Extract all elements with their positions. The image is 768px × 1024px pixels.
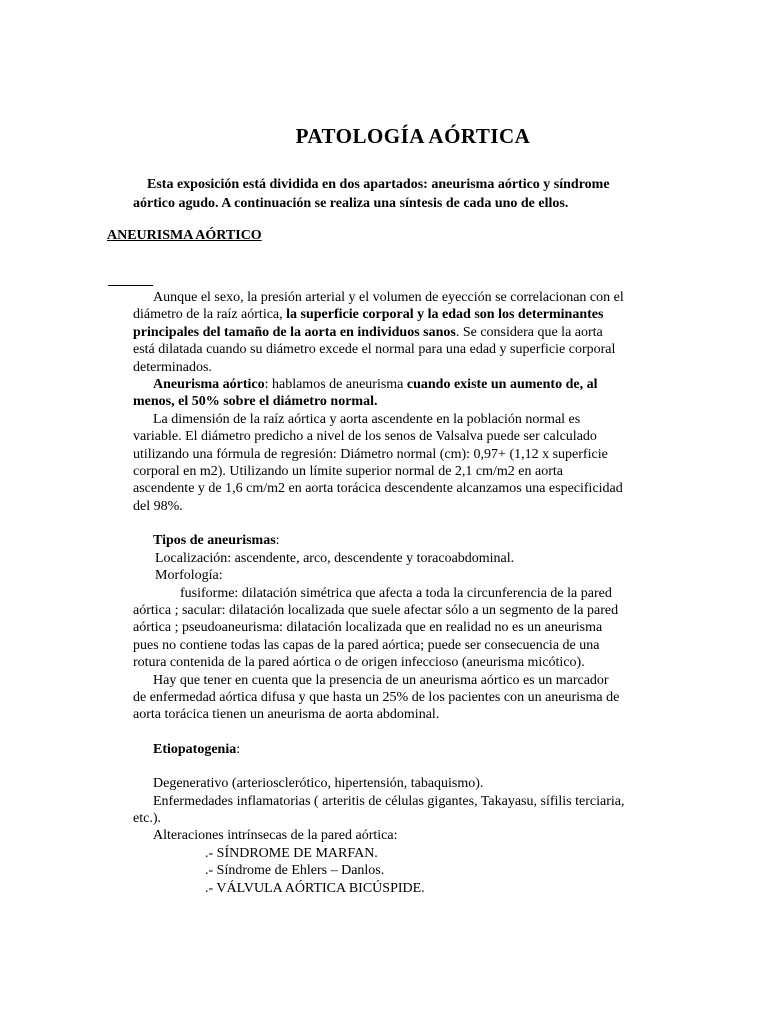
text-line: pues no contiene todas las capas de la pared aórtica; puede ser consecuencia de una: [133, 637, 600, 653]
text-line: La dimensión de la raíz aórtica y aorta ascendente en la población normal es: [153, 411, 581, 427]
text-line: menos, el 50% sobre el diámetro normal.: [133, 394, 378, 410]
list-item: .- VÁLVULA AÓRTICA BICÚSPIDE.: [205, 880, 425, 896]
text-line: utilizando una fórmula de regresión: Diámetro normal (cm): 0,97+ (1,12 x superficie: [133, 446, 608, 462]
text-line: aórtica ; sacular: dilatación localizada que suele afectar sólo a un segmento de la pared: [133, 602, 619, 618]
text-line: Alteraciones intrínsecas de la pared aórtica:: [153, 828, 398, 844]
text-line: principales del tamaño de la aorta en individuos sanos. Se considera que la aorta: [133, 324, 603, 340]
text-line: Morfología:: [155, 568, 223, 584]
intro-paragraph: [133, 175, 610, 213]
text-line: rotura contenida de la pared aórtica o de origen infeccioso (aneurisma micótico).: [133, 655, 585, 671]
text-line: Enfermedades inflamatorias ( arteritis de células gigantes, Takayasu, sífilis terciaria,: [153, 793, 625, 809]
subheading-etiopatogenia: Etiopatogenia:: [153, 741, 241, 757]
text-line: aorta torácica tienen un aneurisma de aorta abdominal.: [133, 707, 440, 723]
text-line: fusiforme: dilatación simétrica que afecta a toda la circunferencia de la pared: [180, 585, 612, 601]
list-item: .- SÍNDROME DE MARFAN.: [205, 845, 378, 861]
text-line: variable. El diámetro predicho a nivel de los senos de Valsalva puede ser calculado: [133, 429, 597, 445]
intro-line: aórtico agudo. A continuación se realiza una síntesis de cada uno de ellos.: [133, 196, 569, 211]
page-title: PATOLOGÍA AÓRTICA: [295, 124, 531, 148]
text-line: del 98%.: [133, 498, 183, 514]
horizontal-rule: [108, 285, 153, 286]
document-body: [133, 289, 624, 897]
text-line: etc.).: [133, 810, 161, 826]
text-line: diámetro de la raíz aórtica, la superficie corporal y la edad son los determinantes: [133, 307, 604, 323]
text-line: corporal en m2). Utilizando un límite superior normal de 2,1 cm/m2 en aorta: [133, 464, 563, 480]
text-line: ascendente y de 1,6 cm/m2 en aorta torácica descendente alcanzamos una especificidad: [133, 481, 623, 497]
subheading-tipos: Tipos de aneurismas:: [153, 533, 280, 549]
text-line: Aneurisma aórtico: hablamos de aneurisma cuando existe un aumento de, al: [153, 377, 598, 393]
text-line: determinados.: [133, 359, 212, 375]
list-item: .- Síndrome de Ehlers – Danlos.: [205, 863, 385, 879]
text-line: de enfermedad aórtica difusa y que hasta un 25% de los pacientes con un aneurisma de: [133, 689, 620, 705]
text-line: Localización: ascendente, arco, descendente y toracoabdominal.: [155, 550, 515, 566]
intro-line: Esta exposición está dividida en dos apartados: aneurisma aórtico y síndrome: [147, 177, 610, 192]
text-line: aórtica ; pseudoaneurisma: dilatación localizada que en realidad no es un aneurisma: [133, 620, 603, 636]
section-heading: ANEURISMA AÓRTICO: [107, 228, 262, 243]
text-line: Aunque el sexo, la presión arterial y el volumen de eyección se correlacionan con el: [153, 290, 624, 305]
text-line: Degenerativo (arteriosclerótico, hipertensión, tabaquismo).: [153, 776, 484, 792]
text-line: Hay que tener en cuenta que la presencia de un aneurisma aórtico es un marcador: [153, 672, 609, 688]
text-line: está dilatada cuando su diámetro excede el normal para una edad y superficie corporal: [133, 342, 616, 358]
